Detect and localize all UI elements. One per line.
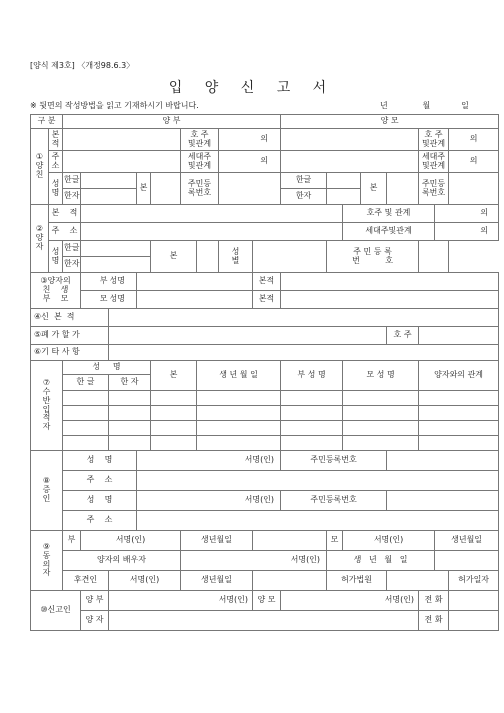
s9-guardian-label: 후견인 <box>63 571 109 591</box>
s9-spouse-birth-label: 생 년 월 일 <box>327 551 435 571</box>
s2-sex-field[interactable] <box>253 241 327 273</box>
s7-row4-father[interactable] <box>281 436 343 451</box>
s7-row4-relation[interactable] <box>419 436 499 451</box>
s7-relation-header: 양자와의 관계 <box>419 361 499 391</box>
s1-mother-hangul-field[interactable] <box>327 173 361 189</box>
revision-label: 〈개정98.6.3〉 <box>77 61 135 70</box>
s8-w1-address-field[interactable] <box>137 471 499 491</box>
s2-household-ui: 의 <box>480 226 489 236</box>
s7-row1-mother[interactable] <box>343 391 419 406</box>
s9-father-label: 부 <box>63 531 81 551</box>
s1-father-hangul-label: 한글 <box>63 173 81 189</box>
section5-label: ⑤폐 가 할 가 <box>31 327 109 345</box>
s1-mother-household-field[interactable] <box>449 151 499 173</box>
section4-label: ④신 본 적 <box>31 309 109 327</box>
s2-domicile-field[interactable] <box>81 205 343 223</box>
s2-address-label: 주 소 <box>49 223 81 241</box>
s2-name-label: 성 명 <box>49 241 63 273</box>
s6-other-field[interactable] <box>109 345 499 361</box>
s1-mother-address-field[interactable] <box>281 151 419 173</box>
s2-hangul-label: 한글 <box>63 241 81 257</box>
s10-adoptee-field[interactable] <box>109 611 419 631</box>
s7-row3-hanja[interactable] <box>109 421 151 436</box>
s9-mother-signature[interactable]: 서명(인) <box>343 531 435 551</box>
s1-mother-hanja-label: 한자 <box>281 189 327 205</box>
s2-sex-label: 성 별 <box>219 241 253 273</box>
s10-mother-label: 양 모 <box>253 591 281 611</box>
col-type-header: 구 분 <box>31 115 63 129</box>
s8-w1-rrn-label: 주민등록번호 <box>281 451 387 471</box>
s7-row4-birth[interactable] <box>197 436 281 451</box>
s7-bon-header: 본 <box>151 361 197 391</box>
s2-household-label: 세대주및관계 <box>343 223 435 241</box>
s7-row2-bon[interactable] <box>151 406 197 421</box>
s1-father-address-field[interactable] <box>63 151 181 173</box>
s3-father-label: 부 <box>81 273 109 291</box>
s1-mother-household-ui: 의 <box>469 156 478 166</box>
s1-mother-bon-field[interactable] <box>387 173 419 205</box>
s9-permit-court-label: 허가법원 <box>327 571 387 591</box>
s1-mother-hangul-label: 한글 <box>281 173 327 189</box>
s3-mother-label: 모 <box>81 291 109 309</box>
s1-mother-hanja-field[interactable] <box>327 189 361 205</box>
s7-row1-bon[interactable] <box>151 391 197 406</box>
s1-mother-rrn-label: 주민등 록번호 <box>419 173 449 205</box>
report-date <box>380 100 469 111</box>
s1-father-rrn-label: 주민등 록번호 <box>181 173 219 205</box>
s8-w1-rrn-field[interactable] <box>387 451 499 471</box>
s9-permit-court-field[interactable] <box>387 571 449 591</box>
s1-father-hoju-ui: 의 <box>260 134 269 144</box>
s7-hanja-header: 한 자 <box>109 375 151 391</box>
s2-bon-field[interactable] <box>197 241 219 273</box>
s3-mother-domicile-field[interactable] <box>281 291 499 309</box>
s1-mother-hoju-field[interactable] <box>449 129 499 151</box>
section7-label: ⑦ 수 반 입 적 자 <box>31 361 63 451</box>
s1-father-rrn-field[interactable] <box>219 173 281 205</box>
s8-w2-signature: 서명(인) <box>244 495 275 505</box>
s1-mother-rrn-field[interactable] <box>449 173 499 205</box>
s2-hangul-field[interactable] <box>81 241 151 257</box>
s2-hoju-ui: 의 <box>480 208 489 218</box>
s2-address-field[interactable] <box>81 223 343 241</box>
s2-hoju-field[interactable] <box>435 205 499 223</box>
s7-row4-hangul[interactable] <box>63 436 109 451</box>
s7-row2-hanja[interactable] <box>109 406 151 421</box>
s1-father-household-label: 세대주 및관계 <box>181 151 219 173</box>
s1-father-domicile-field[interactable] <box>63 129 181 151</box>
s10-phone2-label: 전 화 <box>419 611 449 631</box>
form-number-label: [양식 제3호] <box>30 61 75 70</box>
s7-mother-name-header: 모 성 명 <box>343 361 419 391</box>
form-number <box>30 60 134 71</box>
s10-mother-signature-text: 서명(인) <box>384 595 415 605</box>
s9-spouse-signature[interactable] <box>181 551 327 571</box>
s1-domicile-label: 본 적 <box>49 129 63 151</box>
s8-w2-address-label: 주 소 <box>63 511 137 531</box>
s10-mother-signature[interactable] <box>281 591 419 611</box>
s7-row2-relation[interactable] <box>419 406 499 421</box>
s2-hoju-label: 호주 및 관계 <box>343 205 435 223</box>
s2-bon-label: 본 <box>151 241 197 273</box>
s1-father-bon-field[interactable] <box>151 173 181 205</box>
s7-row2-birth[interactable] <box>197 406 281 421</box>
s8-w2-address-field[interactable] <box>137 511 499 531</box>
s8-w1-name-label: 성 명 <box>63 451 137 471</box>
s4-new-domicile-field[interactable] <box>109 309 499 327</box>
s9-guardian-birth-field[interactable] <box>253 571 327 591</box>
s1-father-hanja-label: 한자 <box>63 189 81 205</box>
section9-label: ⑨ 동 의 자 <box>31 531 63 591</box>
s7-birth-header: 생 년 월 일 <box>197 361 281 391</box>
s8-w1-address-label: 주 소 <box>63 471 137 491</box>
s3-mother-name-field[interactable] <box>137 291 253 309</box>
s2-rrn-label: 주 민 등 록 번 호 <box>327 241 419 273</box>
s10-adoptee-label: 양 자 <box>81 611 109 631</box>
s10-phone1-field[interactable] <box>449 591 499 611</box>
s7-row3-birth[interactable] <box>197 421 281 436</box>
s1-mother-household-label: 세대주 및관계 <box>419 151 449 173</box>
s7-row1-relation[interactable] <box>419 391 499 406</box>
s7-row3-bon[interactable] <box>151 421 197 436</box>
s9-guardian-birth-label: 생년월일 <box>181 571 253 591</box>
s9-mother-label: 모 <box>327 531 343 551</box>
s7-row4-mother[interactable] <box>343 436 419 451</box>
s1-father-household-ui: 의 <box>260 156 269 166</box>
s9-spouse-signature-text: 서명(인) <box>290 555 321 565</box>
section2-label: ② 양 자 <box>31 205 49 273</box>
s7-row4-hanja[interactable] <box>109 436 151 451</box>
section10-label: ⑩신고인 <box>31 591 81 631</box>
s3-father-name-field[interactable] <box>137 273 253 291</box>
section3-label: ③양자의 친 생 부 모 <box>31 273 81 309</box>
s3-father-name-label: 성명 <box>109 273 137 291</box>
s3-mother-name-label: 성명 <box>109 291 137 309</box>
s1-address-label: 주 소 <box>49 151 63 173</box>
section8-label: ⑧ 증 인 <box>31 451 63 531</box>
s3-mother-domicile-label: 본적 <box>253 291 281 309</box>
s10-phone2-field[interactable] <box>449 611 499 631</box>
s3-father-domicile-field[interactable] <box>281 273 499 291</box>
adoption-form-table <box>30 114 499 631</box>
s1-mother-bon-label: 본 <box>361 173 387 205</box>
s1-father-hangul-field[interactable] <box>81 173 137 189</box>
s8-w2-rrn-field[interactable] <box>387 491 499 511</box>
s7-row2-hangul[interactable] <box>63 406 109 421</box>
s8-w1-signature: 서명(인) <box>244 455 275 465</box>
s8-w2-name-label: 성 명 <box>63 491 137 511</box>
s9-spouse-label: 양자의 배우자 <box>63 551 181 571</box>
s1-father-hanja-field[interactable] <box>81 189 137 205</box>
s1-name-label: 성 명 <box>49 173 63 205</box>
s2-household-field[interactable] <box>435 223 499 241</box>
page-title: 입 양 신 고 서 <box>168 80 336 96</box>
s9-mother-birth-label: 생년월일 <box>435 531 499 551</box>
date-day-label: 일 <box>461 101 469 110</box>
s7-row3-hangul[interactable] <box>63 421 109 436</box>
s1-mother-domicile-field[interactable] <box>281 129 419 151</box>
s1-mother-hoju-ui: 의 <box>469 134 478 144</box>
s5-hoju-field[interactable] <box>419 327 499 345</box>
s9-father-birth-label: 생년월일 <box>181 531 253 551</box>
col-adoptive-father-header: 양 부 <box>63 115 281 129</box>
section6-label: ⑥기 타 사 항 <box>31 345 109 361</box>
s10-father-label: 양 부 <box>81 591 109 611</box>
s7-row3-relation[interactable] <box>419 421 499 436</box>
s7-row1-hanja[interactable] <box>109 391 151 406</box>
s7-father-name-header: 부 성 명 <box>281 361 343 391</box>
s8-w2-name-field[interactable] <box>137 491 281 511</box>
s7-row2-mother[interactable] <box>343 406 419 421</box>
s9-father-signature[interactable]: 서명(인) <box>81 531 181 551</box>
s7-row2-father[interactable] <box>281 406 343 421</box>
s2-domicile-label: 본 적 <box>49 205 81 223</box>
s7-row1-father[interactable] <box>281 391 343 406</box>
s8-w1-name-field[interactable] <box>137 451 281 471</box>
s7-row1-birth[interactable] <box>197 391 281 406</box>
col-adoptive-mother-header: 양 모 <box>281 115 499 129</box>
s2-rrn-field[interactable] <box>419 241 449 273</box>
s7-name-header: 성 명 <box>63 361 151 375</box>
s9-father-birth-field[interactable] <box>253 531 327 551</box>
s7-row1-hangul[interactable] <box>63 391 109 406</box>
s5-abolished-house-field[interactable] <box>109 327 387 345</box>
s1-mother-hoju-label: 호 주 및관계 <box>419 129 449 151</box>
s9-permit-date-label: 허가일자 <box>449 571 499 591</box>
s9-spouse-birth-field[interactable] <box>435 551 499 571</box>
date-year-label: 년 <box>380 101 388 110</box>
instruction-note: ※ 뒷면의 작성방법을 읽고 기재하시기 바랍니다. <box>30 101 199 110</box>
s8-w2-rrn-label: 주민등록번호 <box>281 491 387 511</box>
section1-label: ① 양 친 <box>31 129 49 205</box>
s5-hoju-label: 호 주 <box>387 327 419 345</box>
s2-hanja-label: 한자 <box>63 257 81 273</box>
s7-row4-bon[interactable] <box>151 436 197 451</box>
s10-father-signature[interactable] <box>109 591 253 611</box>
s9-guardian-signature[interactable]: 서명(인) <box>109 571 181 591</box>
s1-father-hoju-label: 호 주 및관계 <box>181 129 219 151</box>
s7-row3-father[interactable] <box>281 421 343 436</box>
s7-row3-mother[interactable] <box>343 421 419 436</box>
s2-hanja-field[interactable] <box>81 257 151 273</box>
s10-phone1-label: 전 화 <box>419 591 449 611</box>
s1-father-hoju-field[interactable] <box>219 129 281 151</box>
s1-father-household-field[interactable] <box>219 151 281 173</box>
s3-father-domicile-label: 본적 <box>253 273 281 291</box>
s10-father-signature-text: 서명(인) <box>218 595 248 605</box>
s7-hangul-header: 한 글 <box>63 375 109 391</box>
date-month-label: 월 <box>422 101 431 110</box>
s1-father-bon-label: 본 <box>137 173 151 205</box>
